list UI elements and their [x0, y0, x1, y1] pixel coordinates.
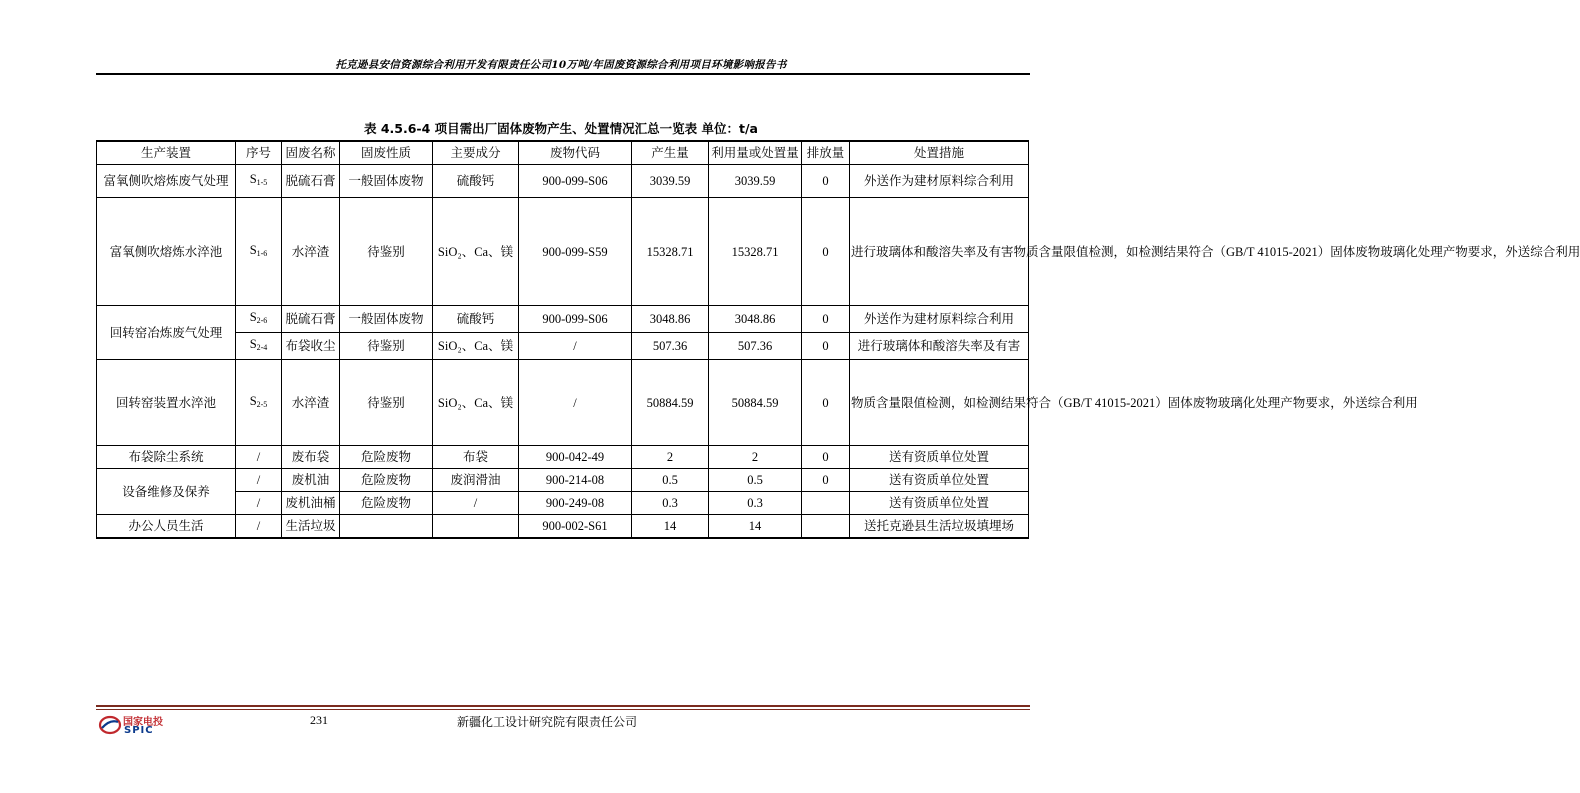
- cell-emission: 0: [802, 333, 850, 360]
- cell-measure: 外送作为建材原料综合利用: [850, 165, 1029, 198]
- cell-code: 900-042-49: [519, 446, 632, 469]
- table-row: [97, 492, 1029, 515]
- cell-used: 507.36: [709, 333, 802, 360]
- cell-device: 回转窑装置水淬池: [97, 360, 236, 446]
- col-header-produced: 产生量: [632, 141, 709, 165]
- cell-nature: 危险废物: [340, 446, 433, 469]
- cell-nature: 待鉴别: [340, 333, 433, 360]
- cell-name: 废布袋: [282, 446, 340, 469]
- cell-nature: [340, 515, 433, 539]
- cell-component: 布袋: [433, 446, 519, 469]
- seq-sub: 2-5: [256, 399, 268, 409]
- table-caption: 表 4.5.6-4 项目需出厂固体废物产生、处置情况汇总一览表 单位：t/a: [363, 121, 758, 136]
- cell-name: 布袋收尘: [282, 333, 340, 360]
- cell-code: 900-099-S06: [519, 165, 632, 198]
- cell-emission: [802, 492, 850, 515]
- cell-seq: /: [236, 515, 282, 539]
- cell-nature: 待鉴别: [340, 360, 433, 446]
- cell-produced: 507.36: [632, 333, 709, 360]
- cell-name: 脱硫石膏: [282, 306, 340, 333]
- cell-component: SiO₂、Ca、镁: [433, 360, 519, 446]
- seq-main: S: [249, 393, 257, 408]
- spic-logo-icon: [99, 715, 121, 735]
- cell-component: 硫酸钙: [433, 306, 519, 333]
- cell-emission: [802, 515, 850, 539]
- col-header-device: 生产装置: [97, 141, 236, 165]
- cell-seq: [236, 333, 282, 360]
- seq-sub: 2-6: [256, 316, 268, 325]
- solid-waste-table: [96, 140, 1580, 539]
- seq-main: S: [249, 242, 257, 257]
- cell-device: 布袋除尘系统: [97, 446, 236, 469]
- cell-code: 900-214-08: [519, 469, 632, 492]
- logo-text-cn: 国家电投: [123, 717, 163, 728]
- table-row: [97, 515, 1029, 539]
- cell-emission: 0: [802, 198, 850, 306]
- cell-measure: 进行玻璃体和酸溶失率及有害: [850, 333, 1029, 360]
- cell-nature: 待鉴别: [340, 198, 433, 306]
- col-header-emission: 排放量: [802, 141, 850, 165]
- table-row: [97, 165, 1029, 198]
- cell-measure: 物质含量限值检测，如检测结果符合（GB/T 41015-2021）固体废物玻璃化处理产物要求，外送综合利用: [850, 360, 1029, 446]
- cell-component: SiO₂、Ca、镁: [433, 198, 519, 306]
- report-header-title: 托克逊县安信资源综合利用开发有限责任公司10万吨/年固废资源综合利用项目环境影响报告书: [335, 59, 787, 71]
- cell-produced: 15328.71: [632, 198, 709, 306]
- col-header-name: 固废名称: [282, 141, 340, 165]
- table-row: [97, 446, 1029, 469]
- seq-sub: 2-4: [256, 343, 268, 352]
- cell-device: 办公人员生活: [97, 515, 236, 539]
- cell-emission: 0: [802, 306, 850, 333]
- col-header-measure: 处置措施: [850, 141, 1029, 165]
- cell-seq: /: [236, 469, 282, 492]
- cell-produced: 3039.59: [632, 165, 709, 198]
- cell-nature: 危险废物: [340, 469, 433, 492]
- cell-name: 脱硫石膏: [282, 165, 340, 198]
- cell-produced: 0.5: [632, 469, 709, 492]
- logo-text-en: SPIC: [124, 725, 154, 736]
- cell-seq: /: [236, 492, 282, 515]
- cell-measure: 送托克逊县生活垃圾填埋场: [850, 515, 1029, 539]
- company-name: 新疆化工设计研究院有限责任公司: [457, 715, 638, 729]
- col-header-seq: 序号: [236, 141, 282, 165]
- cell-seq: [236, 165, 282, 198]
- cell-code: /: [519, 360, 632, 446]
- cell-used: 14: [709, 515, 802, 539]
- table-row: [97, 360, 1029, 446]
- footer-rule: [96, 705, 1030, 707]
- col-header-nature: 固废性质: [340, 141, 433, 165]
- cell-component: [433, 515, 519, 539]
- cell-used: 2: [709, 446, 802, 469]
- cell-component: /: [433, 492, 519, 515]
- cell-device: 富氧侧吹熔炼废气处理: [97, 165, 236, 198]
- table-row: [97, 333, 1029, 360]
- cell-produced: 50884.59: [632, 360, 709, 446]
- cell-seq: [236, 360, 282, 446]
- cell-name: 废机油: [282, 469, 340, 492]
- cell-name: 水淬渣: [282, 360, 340, 446]
- cell-produced: 0.3: [632, 492, 709, 515]
- cell-nature: 一般固体废物: [340, 165, 433, 198]
- cell-code: 900-249-08: [519, 492, 632, 515]
- table-row: [97, 469, 1029, 492]
- cell-emission: 0: [802, 469, 850, 492]
- cell-code: 900-002-S61: [519, 515, 632, 539]
- cell-nature: 危险废物: [340, 492, 433, 515]
- table-row: [97, 306, 1029, 333]
- cell-used: 3039.59: [709, 165, 802, 198]
- col-header-code: 废物代码: [519, 141, 632, 165]
- cell-emission: 0: [802, 165, 850, 198]
- cell-name: 生活垃圾: [282, 515, 340, 539]
- header-rule: [96, 73, 1030, 75]
- cell-used: 15328.71: [709, 198, 802, 306]
- cell-seq: [236, 306, 282, 333]
- cell-produced: 2: [632, 446, 709, 469]
- cell-component: 废润滑油: [433, 469, 519, 492]
- cell-nature: 一般固体废物: [340, 306, 433, 333]
- cell-measure: 送有资质单位处置: [850, 446, 1029, 469]
- cell-seq: [236, 198, 282, 306]
- cell-used: 0.5: [709, 469, 802, 492]
- cell-used: 0.3: [709, 492, 802, 515]
- table-header-row: [97, 141, 1029, 165]
- seq-main: S: [249, 172, 257, 186]
- seq-main: S: [249, 337, 257, 351]
- cell-seq: /: [236, 446, 282, 469]
- col-header-component: 主要成分: [433, 141, 519, 165]
- cell-device: 富氧侧吹熔炼水淬池: [97, 198, 236, 306]
- cell-used: 3048.86: [709, 306, 802, 333]
- cell-measure: 送有资质单位处置: [850, 469, 1029, 492]
- cell-used: 50884.59: [709, 360, 802, 446]
- cell-component: SiO₂、Ca、镁: [433, 333, 519, 360]
- cell-measure: 外送作为建材原料综合利用: [850, 306, 1029, 333]
- cell-device: 设备维修及保养: [97, 469, 236, 515]
- cell-code: 900-099-S59: [519, 198, 632, 306]
- cell-code: 900-099-S06: [519, 306, 632, 333]
- cell-name: 废机油桶: [282, 492, 340, 515]
- page-number: 231: [310, 713, 328, 727]
- table-row: [97, 198, 1029, 306]
- cell-component: 硫酸钙: [433, 165, 519, 198]
- cell-emission: 0: [802, 360, 850, 446]
- cell-device: 回转窑冶炼废气处理: [97, 306, 236, 360]
- seq-main: S: [249, 310, 257, 324]
- cell-measure: 进行玻璃体和酸溶失率及有害物质含量限值检测，如检测结果符合（GB/T 41015-2021）固体废物玻璃化处理产物要求，外送综合利用: [850, 198, 1029, 306]
- col-header-used: 利用量或处置量: [709, 141, 802, 165]
- cell-code: /: [519, 333, 632, 360]
- cell-measure: 送有资质单位处置: [850, 492, 1029, 515]
- cell-produced: 3048.86: [632, 306, 709, 333]
- seq-sub: 1-5: [256, 178, 268, 187]
- cell-name: 水淬渣: [282, 198, 340, 306]
- seq-sub: 1-6: [256, 248, 268, 258]
- footer-rule-thin: [96, 709, 1030, 710]
- cell-emission: 0: [802, 446, 850, 469]
- spic-logo: [99, 713, 169, 739]
- cell-produced: 14: [632, 515, 709, 539]
